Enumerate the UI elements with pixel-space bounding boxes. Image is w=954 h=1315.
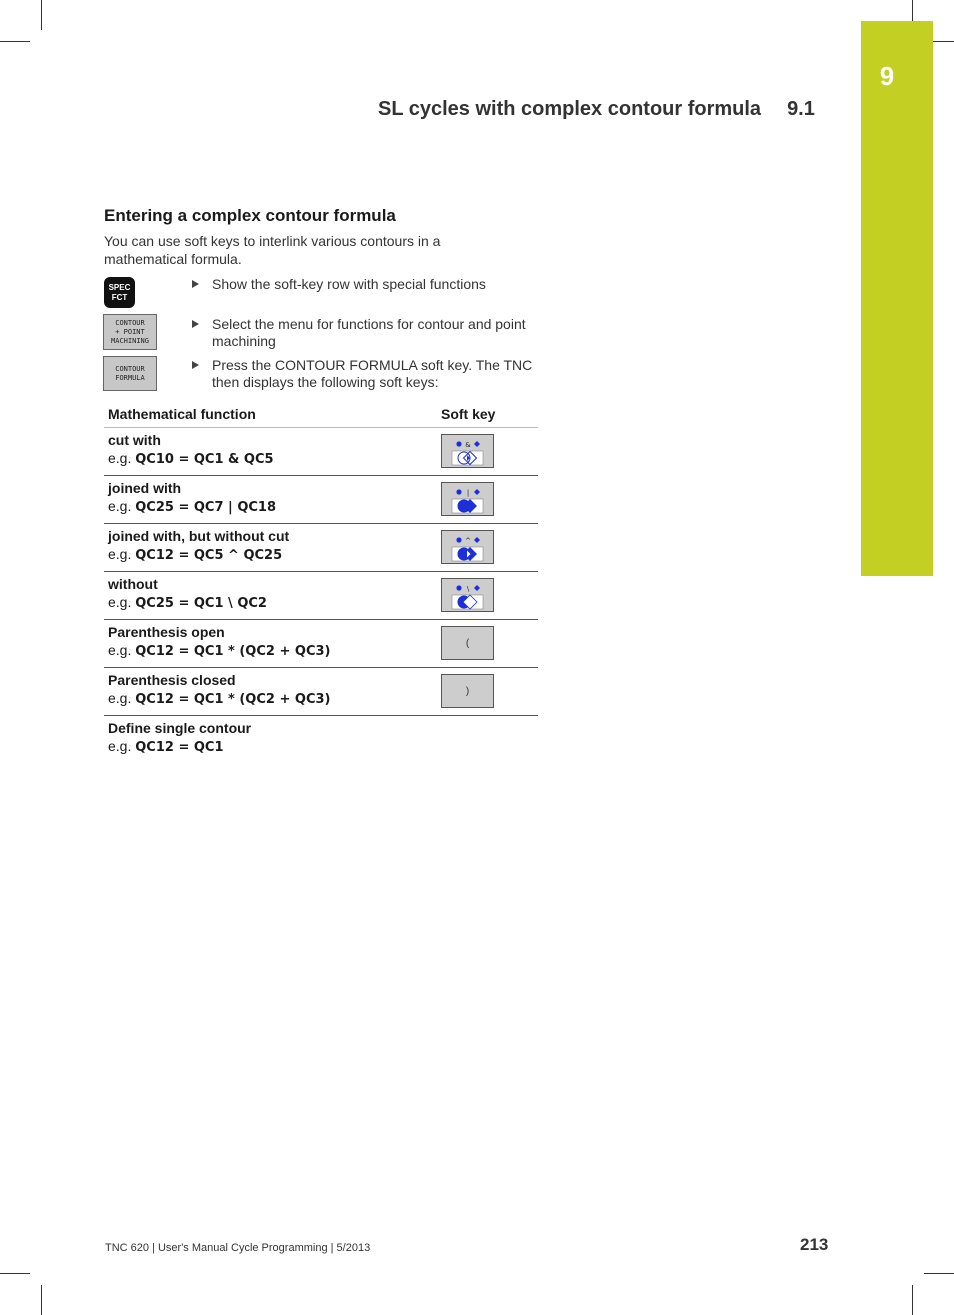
step-1 xyxy=(192,276,552,293)
table-row xyxy=(104,716,538,764)
example-code: QC12 = QC5 ^ QC25 xyxy=(135,548,283,563)
key-label: FCT xyxy=(111,292,128,302)
step-arrow-icon xyxy=(192,361,199,369)
header-soft-key: Soft key xyxy=(437,402,538,428)
function-name: Parenthesis closed xyxy=(108,672,236,688)
function-cell xyxy=(104,476,437,524)
function-example xyxy=(108,689,433,709)
function-example xyxy=(108,593,433,613)
example-prefix: e.g. xyxy=(108,594,132,610)
example-prefix: e.g. xyxy=(108,738,132,754)
joined-without-cut-icon xyxy=(441,530,494,564)
table-row xyxy=(104,428,538,476)
svg-text:^: ^ xyxy=(465,537,471,545)
contour-formula-softkey-icon xyxy=(103,356,157,391)
function-name: Define single contour xyxy=(108,720,252,736)
example-code: QC12 = QC1 * (QC2 + QC3) xyxy=(135,692,331,707)
intro-paragraph: You can use soft keys to interlink various contours in a mathematical formula. xyxy=(104,233,441,267)
table-row xyxy=(104,668,538,716)
example-code: QC10 = QC1 & QC5 xyxy=(135,452,274,467)
function-cell xyxy=(104,572,437,620)
step-arrow-icon xyxy=(192,320,199,328)
softkey-cell xyxy=(437,524,538,572)
function-name: cut with xyxy=(108,432,161,448)
example-prefix: e.g. xyxy=(108,498,132,514)
cut-with-icon xyxy=(441,434,494,468)
example-code: QC25 = QC7 | QC18 xyxy=(135,500,276,515)
running-header xyxy=(378,98,815,121)
joined-with-icon xyxy=(441,482,494,516)
function-name: joined with xyxy=(108,480,182,496)
softkey-cell xyxy=(437,476,538,524)
crop-mark xyxy=(912,1285,913,1315)
step-2 xyxy=(192,316,552,350)
footer-text: TNC 620 | User's Manual Cycle Programming | 5/2013 xyxy=(105,1242,371,1254)
parenthesis-open-icon xyxy=(441,626,494,660)
function-table xyxy=(104,402,538,763)
softkey-cell xyxy=(437,668,538,716)
header-section-number: 9.1 xyxy=(787,98,815,120)
key-label: + POINT xyxy=(115,327,145,336)
softkey-cell xyxy=(437,572,538,620)
section-title: Entering a complex contour formula xyxy=(104,206,396,225)
chapter-tab xyxy=(861,21,933,576)
key-label: FORMULA xyxy=(115,373,145,382)
function-cell xyxy=(104,668,437,716)
function-example xyxy=(108,737,433,757)
softkey-cell xyxy=(437,620,538,668)
step-3 xyxy=(192,357,552,391)
table-row xyxy=(104,620,538,668)
example-code: QC12 = QC1 xyxy=(135,740,224,755)
crop-mark xyxy=(41,1285,42,1315)
key-label: CONTOUR xyxy=(115,364,145,373)
spec-fct-key-icon xyxy=(104,277,135,308)
header-title: SL cycles with complex contour formula xyxy=(378,98,762,120)
example-code: QC12 = QC1 * (QC2 + QC3) xyxy=(135,644,331,659)
crop-mark xyxy=(41,0,42,30)
svg-text:\: \ xyxy=(466,585,470,593)
crop-mark xyxy=(924,1273,954,1274)
softkey-cell xyxy=(437,716,538,764)
function-cell xyxy=(104,716,437,764)
contour-point-machining-softkey-icon xyxy=(103,314,157,350)
softkey-cell xyxy=(437,428,538,476)
page-number: 213 xyxy=(800,1235,829,1254)
function-cell xyxy=(104,428,437,476)
header-mathematical-function: Mathematical function xyxy=(104,402,437,428)
function-cell xyxy=(104,524,437,572)
step-arrow-icon xyxy=(192,280,199,288)
function-name: Parenthesis open xyxy=(108,624,225,640)
key-label: SPEC xyxy=(108,282,131,292)
example-code: QC25 = QC1 \ QC2 xyxy=(135,596,267,611)
function-example xyxy=(108,449,433,469)
svg-text:|: | xyxy=(466,489,470,497)
table-row xyxy=(104,476,538,524)
function-name: joined with, but without cut xyxy=(108,528,290,544)
function-name: without xyxy=(108,576,158,592)
softkey-symbol: ) xyxy=(465,685,470,697)
example-prefix: e.g. xyxy=(108,690,132,706)
table-row xyxy=(104,572,538,620)
table-header-row xyxy=(104,402,538,428)
crop-mark xyxy=(0,41,30,42)
example-prefix: e.g. xyxy=(108,546,132,562)
example-prefix: e.g. xyxy=(108,450,132,466)
function-example xyxy=(108,497,433,517)
table-row xyxy=(104,524,538,572)
step-text: Select the menu for functions for contour and point machining xyxy=(212,316,526,349)
function-example xyxy=(108,641,433,661)
key-label: MACHINING xyxy=(111,336,149,345)
parenthesis-closed-icon xyxy=(441,674,494,708)
example-prefix: e.g. xyxy=(108,642,132,658)
without-icon xyxy=(441,578,494,612)
function-cell xyxy=(104,620,437,668)
softkey-symbol: ( xyxy=(465,637,470,649)
crop-mark xyxy=(0,1273,30,1274)
chapter-number: 9 xyxy=(879,61,895,91)
svg-text:&: & xyxy=(465,441,471,449)
step-text: Press the CONTOUR FORMULA soft key. The TNC then displays the following soft keys: xyxy=(212,357,533,390)
function-example xyxy=(108,545,433,565)
step-text: Show the soft-key row with special functions xyxy=(212,276,486,292)
key-label: CONTOUR xyxy=(115,318,145,327)
